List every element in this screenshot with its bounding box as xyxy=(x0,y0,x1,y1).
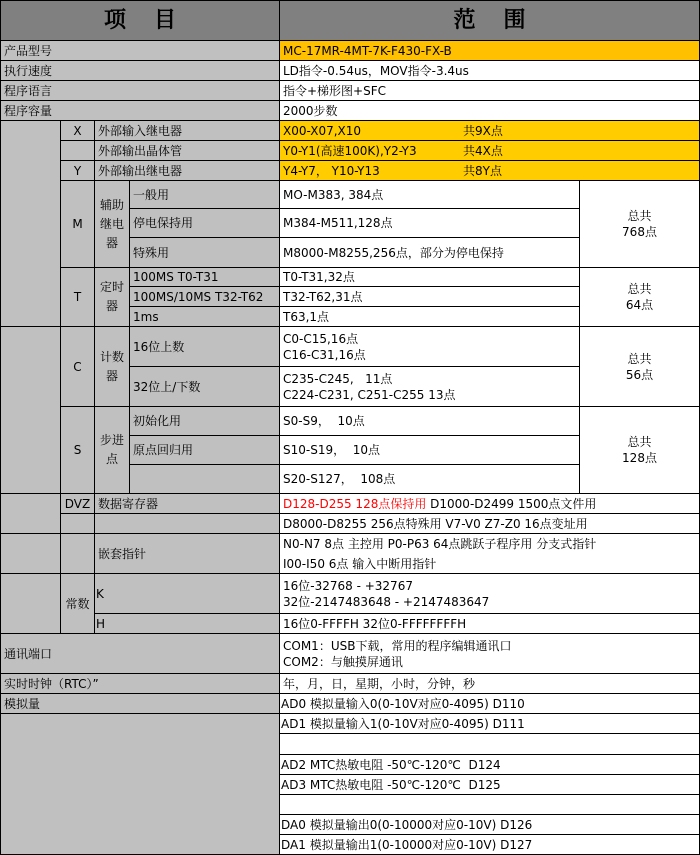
d-value-2: D8000-D8255 256点特殊用 V7-V0 Z7-Z0 16点变址用 xyxy=(279,513,700,534)
c-group: 计数器 xyxy=(94,326,130,407)
d-retentive: D128-D255 128点保持用 xyxy=(283,496,427,511)
s-item-label: 原点回归用 xyxy=(129,435,280,465)
cs-group-cell xyxy=(0,326,61,494)
nest-value xyxy=(279,533,700,574)
rtc-value: 年，月，日，星期，小时，分钟，秒 xyxy=(279,673,700,694)
analog-blank-cell xyxy=(0,713,280,855)
y-value xyxy=(279,160,700,181)
const-label: 常数 xyxy=(60,573,95,634)
transistor-count: 共4X点 xyxy=(463,143,503,158)
m-item-value: M384-M511,128点 xyxy=(279,208,580,238)
total-label: 总共 xyxy=(627,351,652,366)
x-label: 外部输入继电器 xyxy=(94,120,280,141)
y-count: 共8Y点 xyxy=(463,163,502,178)
blank-code xyxy=(60,533,95,574)
rtc-label: 实时时钟（RTC）” xyxy=(0,673,280,694)
t-item-value: T0-T31,32点 xyxy=(279,267,580,287)
value-line: C0-C15,16点 xyxy=(283,331,359,346)
m-item-label: 一般用 xyxy=(129,180,280,209)
total-label: 总共 xyxy=(627,209,652,223)
h-value: 16位0-FFFFH 32位0-FFFFFFFFH xyxy=(279,613,700,634)
blank-label xyxy=(94,513,280,534)
analog-line: AD3 MTC热敏电阻 -50℃-120℃ D125 xyxy=(279,774,700,795)
c-code: C xyxy=(60,326,95,407)
s-item-label: 初始化用 xyxy=(129,406,280,436)
total-value: 768点 xyxy=(622,225,657,239)
s-item-value: S0-S9， 10点 xyxy=(279,406,580,436)
model-value: MC-17MR-4MT-7K-F430-FX-B xyxy=(279,40,700,61)
transistor-value xyxy=(279,140,700,161)
m-item-value: MO-M383, 384点 xyxy=(279,180,580,209)
speed-label: 执行速度 xyxy=(0,60,280,81)
value-line: C235-C245, 11点 xyxy=(283,371,393,386)
language-label: 程序语言 xyxy=(0,80,280,101)
x-value xyxy=(279,120,700,141)
header-item: 项目 xyxy=(0,0,280,41)
h-label: H xyxy=(94,613,280,634)
value-line: N0-N7 8点 主控用 P0-P63 64点跳跃子程序用 分支式指针 xyxy=(283,536,597,551)
io-group-cell xyxy=(0,120,61,327)
d-value xyxy=(279,493,700,514)
analog-line: DA0 模拟量输出0(0-10000对应0-10V) D126 xyxy=(279,814,700,835)
t-item-value: T63,1点 xyxy=(279,306,580,327)
y-range: Y4-Y7， Y10-Y13 xyxy=(283,163,380,178)
analog-line: DA1 模拟量输出1(0-10000对应0-10V) D127 xyxy=(279,834,700,855)
header-range: 范围 xyxy=(279,0,700,41)
x-range: X00-X07,X10 xyxy=(283,123,362,138)
value-line: COM1：USB下载，常用的程序编辑通讯口 xyxy=(283,638,512,653)
total-value: 128点 xyxy=(622,451,657,465)
analog-line: AD0 模拟量输入0(0-10V对应0-4095) D110 xyxy=(279,693,700,714)
c-item-label: 16位上数 xyxy=(129,326,280,367)
value-line: 32位-2147483648 - +2147483647 xyxy=(283,594,490,609)
analog-line xyxy=(279,733,700,755)
c-item-label: 32位上/下数 xyxy=(129,366,280,407)
d-group-cell xyxy=(0,493,61,534)
comm-label: 通讯端口 xyxy=(0,633,280,674)
c-total xyxy=(579,326,700,407)
t-code: T xyxy=(60,267,95,327)
blank-code xyxy=(60,513,95,534)
nest-group-cell xyxy=(0,533,61,574)
language-value: 指令+梯形图+SFC xyxy=(279,80,700,101)
value-line: C224-C231, C251-C255 13点 xyxy=(283,387,456,402)
t-item-label: 100MS T0-T31 xyxy=(129,267,280,287)
t-item-value: T32-T62,31点 xyxy=(279,286,580,307)
total-label: 总共 xyxy=(627,435,652,449)
m-item-value: M8000-M8255,256点，部分为停电保持 xyxy=(279,237,580,268)
c-item-value xyxy=(279,326,580,367)
s-group: 步进点 xyxy=(94,406,130,494)
s-total xyxy=(579,406,700,494)
capacity-value: 2000步数 xyxy=(279,100,700,121)
m-total xyxy=(579,180,700,268)
s-item-value: S10-S19， 10点 xyxy=(279,435,580,465)
m-item-label: 特殊用 xyxy=(129,237,280,268)
t-item-label: 1ms xyxy=(129,306,280,327)
s-item-label xyxy=(129,464,280,494)
d-code: DVZ xyxy=(60,493,95,514)
d-file: D1000-D2499 1500点文件用 xyxy=(426,496,597,511)
m-group: 辅助继电器 xyxy=(94,180,130,268)
t-total xyxy=(579,267,700,327)
nest-label: 嵌套指针 xyxy=(94,533,280,574)
value-line: COM2：与触摸屏通讯 xyxy=(283,654,403,669)
analog-line: AD2 MTC热敏电阻 -50℃-120℃ D124 xyxy=(279,754,700,775)
const-group-cell xyxy=(0,573,61,634)
x-code: X xyxy=(60,120,95,141)
capacity-label: 程序容量 xyxy=(0,100,280,121)
speed-value: LD指令-0.54us，MOV指令-3.4us xyxy=(279,60,700,81)
value-line: I00-I50 6点 输入中断用指针 xyxy=(283,556,437,571)
transistor-label: 外部输出晶体管 xyxy=(94,140,280,161)
k-value xyxy=(279,573,700,614)
y-code: Y xyxy=(60,160,95,181)
comm-value xyxy=(279,633,700,674)
k-label: K xyxy=(94,573,280,614)
m-item-label: 停电保持用 xyxy=(129,208,280,238)
s-code: S xyxy=(60,406,95,494)
transistor-range: Y0-Y1(高速100K),Y2-Y3 xyxy=(283,143,417,158)
analog-line: AD1 模拟量输入1(0-10V对应0-4095) D111 xyxy=(279,713,700,734)
t-group: 定时器 xyxy=(94,267,130,327)
y-label: 外部输出继电器 xyxy=(94,160,280,181)
total-label: 总共 xyxy=(627,282,652,296)
model-label: 产品型号 xyxy=(0,40,280,61)
s-item-value: S20-S127， 108点 xyxy=(279,464,580,494)
d-label: 数据寄存器 xyxy=(94,493,280,514)
c-item-value xyxy=(279,366,580,407)
total-value: 64点 xyxy=(625,298,654,312)
value-line: C16-C31,16点 xyxy=(283,347,366,362)
blank-code xyxy=(60,140,95,161)
t-item-label: 100MS/10MS T32-T62 xyxy=(129,286,280,307)
value-line: 16位-32768 - +32767 xyxy=(283,578,413,593)
m-code: M xyxy=(60,180,95,268)
x-count: 共9X点 xyxy=(463,123,503,138)
total-value: 56点 xyxy=(625,367,654,382)
analog-label: 模拟量 xyxy=(0,693,280,714)
analog-line xyxy=(279,794,700,815)
